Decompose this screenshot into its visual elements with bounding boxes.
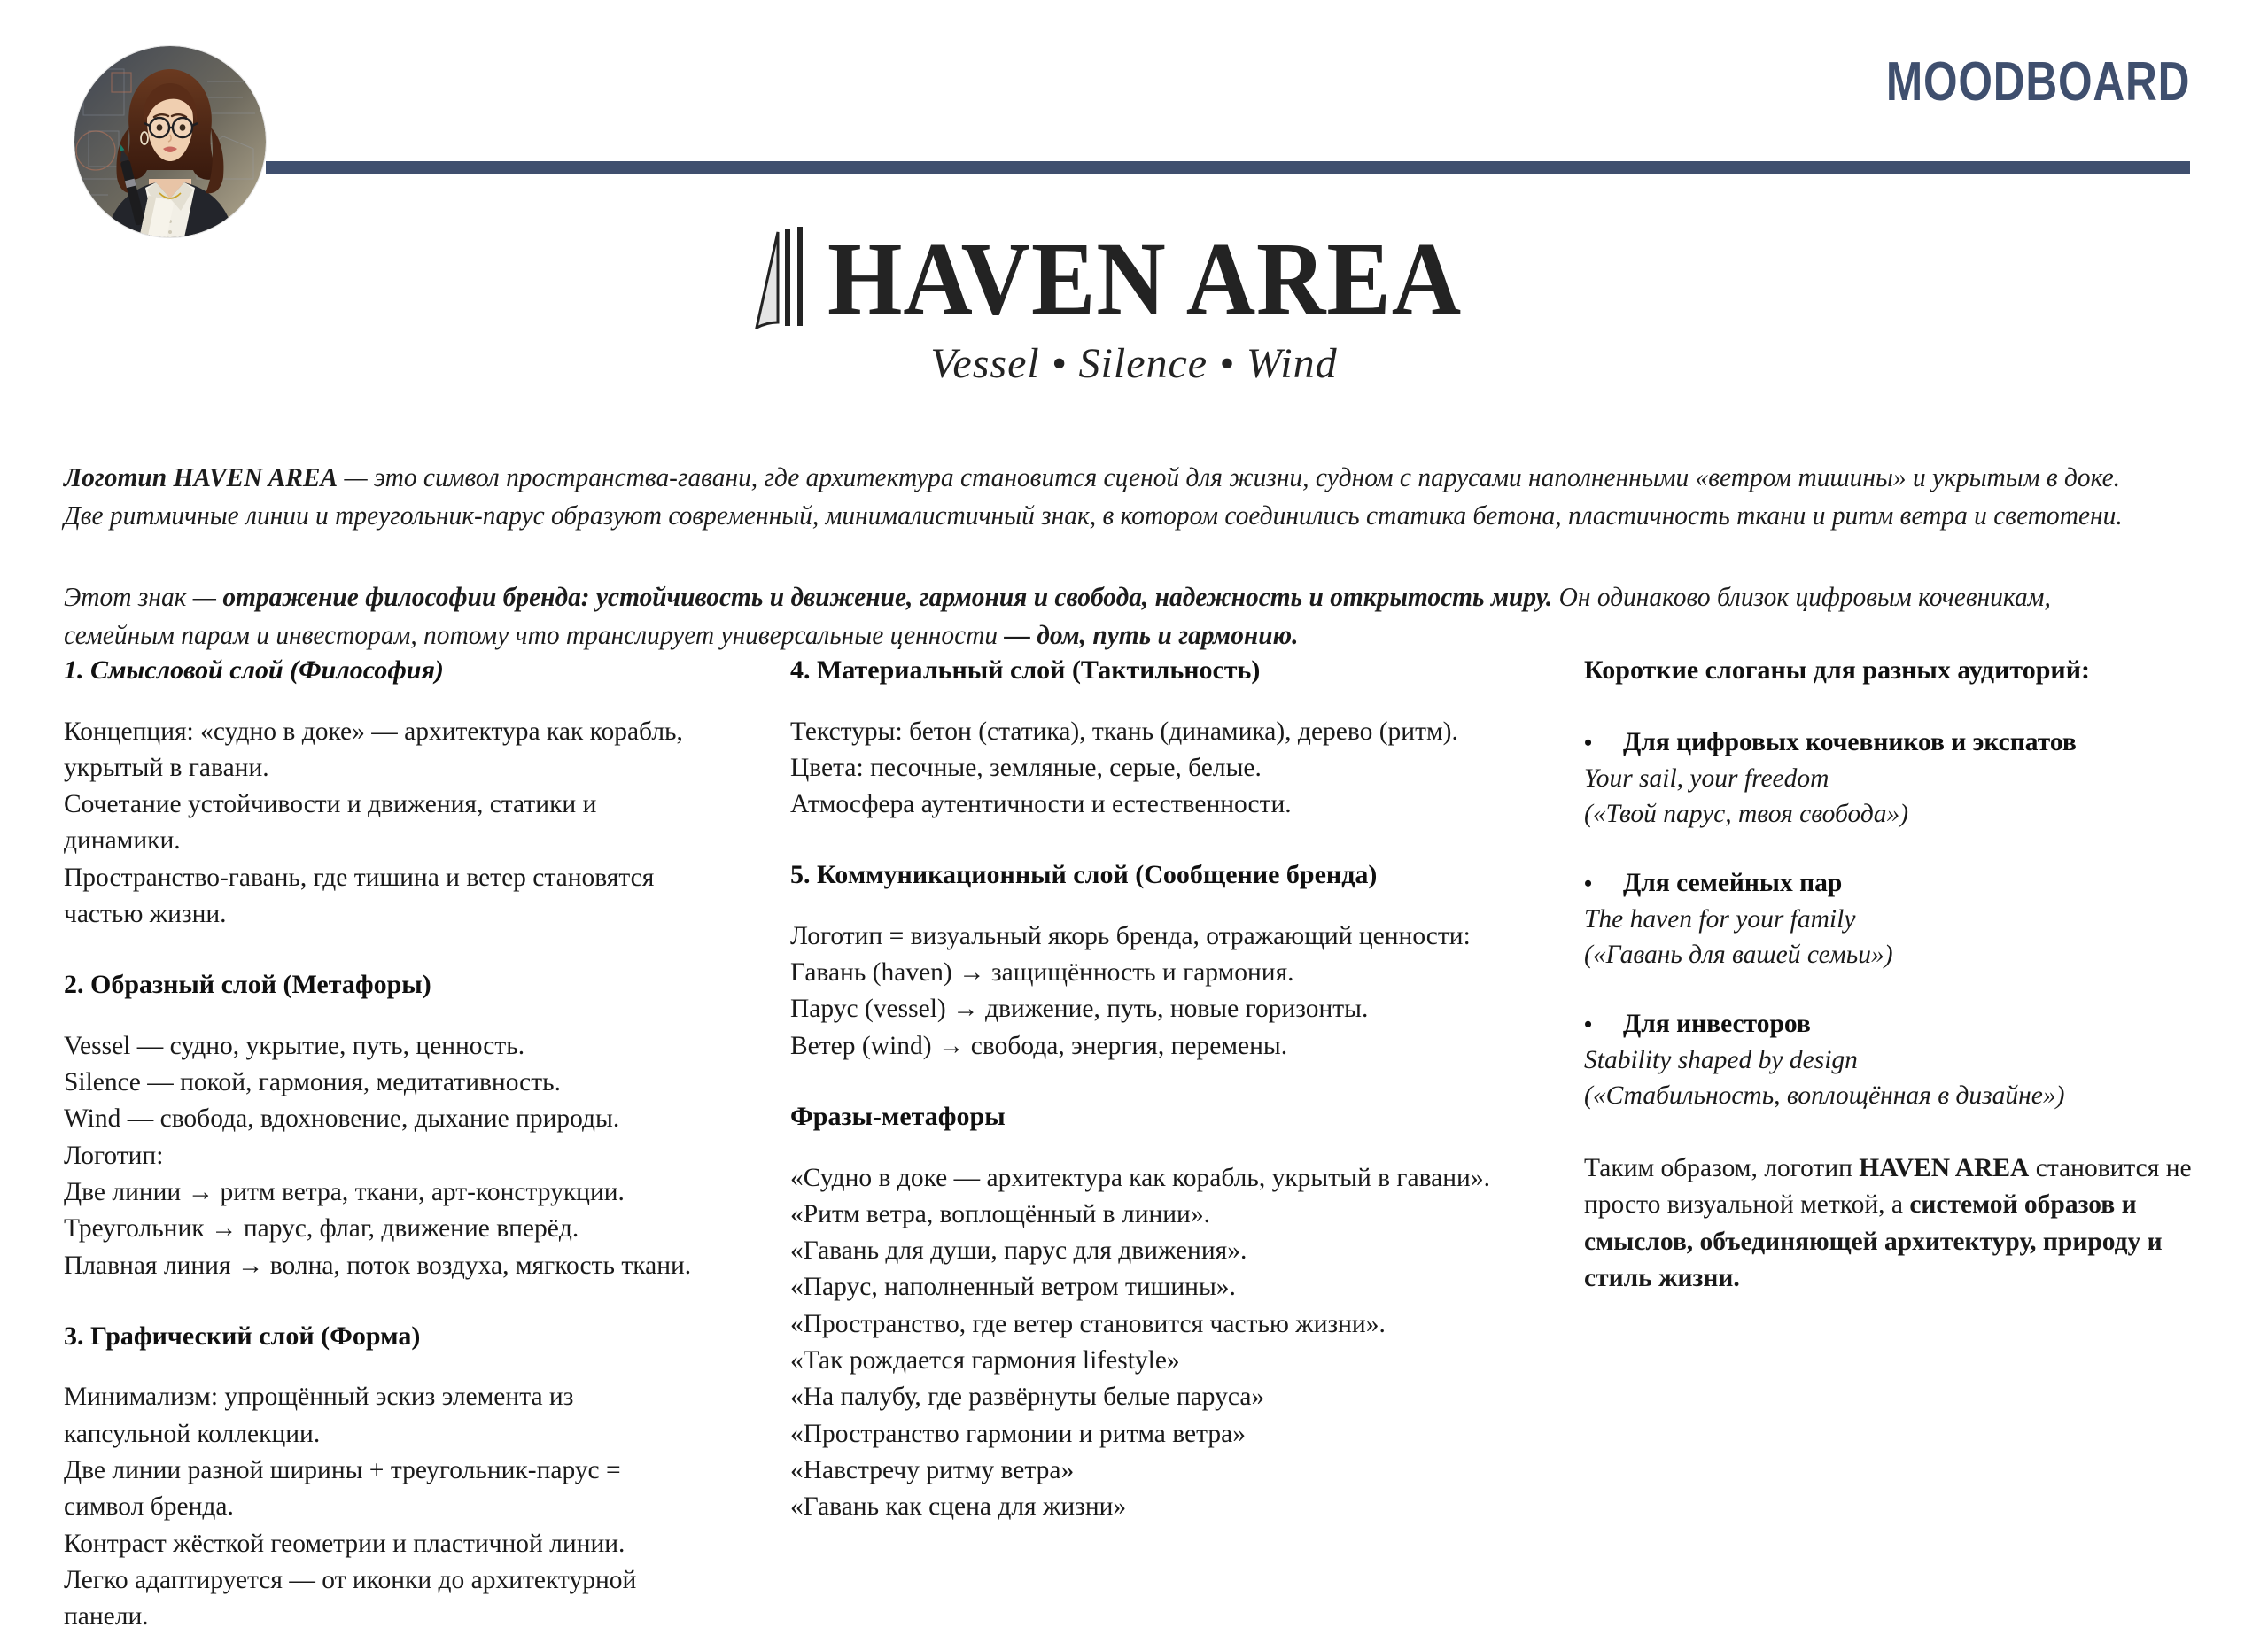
section-3 [64,1320,773,1635]
section-4 [790,654,1570,823]
section-3-heading: 3. Графический слой (Форма) [64,1321,421,1351]
text-line: «Гавань как сцена для жизни» [790,1492,1127,1522]
intro-2-bold-1: отражение философии бренда: устойчивость и движение, гармония и свобода, надежность и открытость миру. [222,581,1553,612]
outro-lead: Таким образом, логотип [1584,1154,1860,1183]
audience-label: Для цифровых кочевников и экспатов [1623,727,2077,756]
text-line: Две линии → ритм ветра, ткани, арт-конструкции. [64,1177,625,1206]
text-line: Пространство-гавань, где тишина и ветер становятся [64,863,655,892]
section-1-body [64,714,773,934]
brand-tagline: Vessel • Silence • Wind [930,340,1338,387]
text-line: «Так рождается гармония lifestyle» [790,1346,1180,1375]
text-line: «Гавань для души, парус для движения». [790,1236,1247,1266]
audience-label: Для инвесторов [1623,1009,1811,1038]
section-phrases-heading: Фразы-метафоры [790,1102,1006,1132]
column-left [64,654,773,1635]
section-5-heading: 5. Коммуникационный слой (Сообщение бренда) [790,860,1378,890]
outro-paragraph [1584,1151,2204,1297]
text-line: капсульной коллекции. [64,1419,321,1448]
text-line: «На палубу, где развёрнуты белые паруса» [790,1383,1265,1412]
text-line: Треугольник → парус, флаг, движение вперёд. [64,1214,579,1244]
text-line: динамики. [64,826,181,856]
bullet-icon: • [1584,729,1593,756]
slogan-ru: («Твой парус, твоя свобода») [1584,799,1909,828]
text-line: Концепция: «судно в доке» — архитектура как корабль, [64,717,683,746]
text-line: укрытый в гавани. [64,753,269,782]
column-right [1584,654,2204,1323]
intro-2-bold-2: — дом, путь и гармонию. [1004,619,1299,650]
text-line: Гавань (haven) → защищённость и гармония. [790,958,1294,988]
slogan-en: Stability shaped by design [1584,1045,1858,1074]
text-line: Контраст жёсткой геометрии и пластичной линии. [64,1529,625,1558]
text-line: Две линии разной ширины + треугольник-парус = [64,1455,621,1484]
audience-label-row [1584,728,2204,757]
slogan-group-investors [1584,1010,2204,1113]
section-5 [790,858,1570,1065]
outro-bold-tail: системой образов и смыслов, объединяющей архитектуру, природу и стиль жизни. [1584,1190,2163,1293]
section-4-body [790,714,1570,824]
text-line: «Судно в доке — архитектура как корабль, укрытый в гавани». [790,1163,1490,1192]
intro-2-lead: Этот знак — [64,581,223,612]
text-line: Текстуры: бетон (статика), ткань (динамика), дерево (ритм). [790,717,1458,746]
text-line: «Навстречу ритму ветра» [790,1455,1075,1484]
slogan-group-nomads [1584,728,2204,832]
text-line: Логотип: [64,1141,164,1170]
section-2-heading: 2. Образный слой (Метафоры) [64,970,431,1000]
wordmark: HAVEN AREA [827,220,1462,337]
avatar [74,46,266,237]
content-columns [64,654,2206,1635]
section-phrases [790,1100,1570,1525]
intro-lead-bold: Логотип HAVEN AREA [64,461,338,492]
page-title: MOODBOARD [1885,51,2190,112]
outro-mid: становится не просто визуальной меткой, а [1584,1154,2192,1220]
text-line: «Ритм ветра, воплощённый в линии». [790,1199,1210,1228]
text-line: Цвета: песочные, земляные, серые, белые. [790,753,1262,782]
sail-triangle-mark [751,223,827,334]
text-line: символ бренда. [64,1492,234,1522]
intro-paragraph-2 [64,578,2124,655]
text-line: Ветер (wind) → свобода, энергия, перемены. [790,1031,1288,1060]
intro-body-1: — это символ пространства-гавани, где архитектура становится сценой для жизни, судном с парусами наполненными «ветром тишины» и укрытым в доке. Две ритмичные линии и треугольник-парус образуют современный, минималистичный знак, в котором соединились статика бетона, пластичность ткани и ритм ветра и светотени. [64,461,2123,531]
section-4-heading: 4. Материальный слой (Тактильность) [790,655,1261,685]
text-line: панели. [64,1602,149,1631]
column-middle [790,654,1570,1526]
slogan-ru: («Гавань для вашей семьи») [1584,940,1893,969]
header-rule [266,161,2190,174]
section-1 [64,654,773,933]
slogan-en: The haven for your family [1584,904,1856,934]
audience-label-row [1584,1010,2204,1039]
section-2 [64,968,773,1284]
text-line: Silence — покой, гармония, медитативность. [64,1068,561,1097]
bullet-icon: • [1584,1011,1593,1037]
bullet-icon: • [1584,870,1593,896]
section-3-body [64,1379,773,1635]
brand-logo [0,220,2268,388]
slogan-group-families [1584,869,2204,972]
page-header [0,0,2268,220]
text-line: «Пространство, где ветер становится частью жизни». [790,1309,1386,1338]
section-2-body [64,1028,773,1284]
text-line: «Пространство гармонии и ритма ветра» [790,1419,1246,1448]
audience-label: Для семейных пар [1623,868,1843,897]
section-1-heading: 1. Смысловой слой (Философия) [64,655,444,685]
text-line: «Парус, наполненный ветром тишины». [790,1273,1236,1302]
text-line: Атмосфера аутентичности и естественности. [790,790,1292,819]
text-line: Wind — свобода, вдохновение, дыхание природы. [64,1104,620,1134]
section-phrases-body [790,1160,1570,1526]
text-line: Сочетание устойчивости и движения, статики и [64,790,597,819]
text-line: Vessel — судно, укрытие, путь, ценность. [64,1031,525,1060]
slogans-heading: Короткие слоганы для разных аудиторий: [1584,655,2090,685]
intro-paragraph-1 [64,459,2124,536]
text-line: Парус (vessel) → движение, путь, новые горизонты. [790,995,1369,1024]
slogan-ru: («Стабильность, воплощённая в дизайне») [1584,1081,2065,1111]
text-line: Легко адаптируется — от иконки до архитектурной [64,1565,637,1594]
text-line: частью жизни. [64,899,227,928]
text-line: Минимализм: упрощённый эскиз элемента из [64,1383,574,1412]
slogan-en: Your sail, your freedom [1584,763,1829,793]
section-5-body [790,918,1570,1065]
audience-label-row [1584,869,2204,898]
outro-brand: HAVEN AREA [1859,1154,2030,1183]
text-line: Плавная линия → волна, поток воздуха, мягкость ткани. [64,1251,692,1280]
text-line: Логотип = визуальный якорь бренда, отражающий ценности: [790,921,1471,950]
intro-2-mid: Он одинаково близок цифровым кочевникам, семейным парам и инвесторам, потому что транслирует универсальные ценности [64,581,2051,650]
